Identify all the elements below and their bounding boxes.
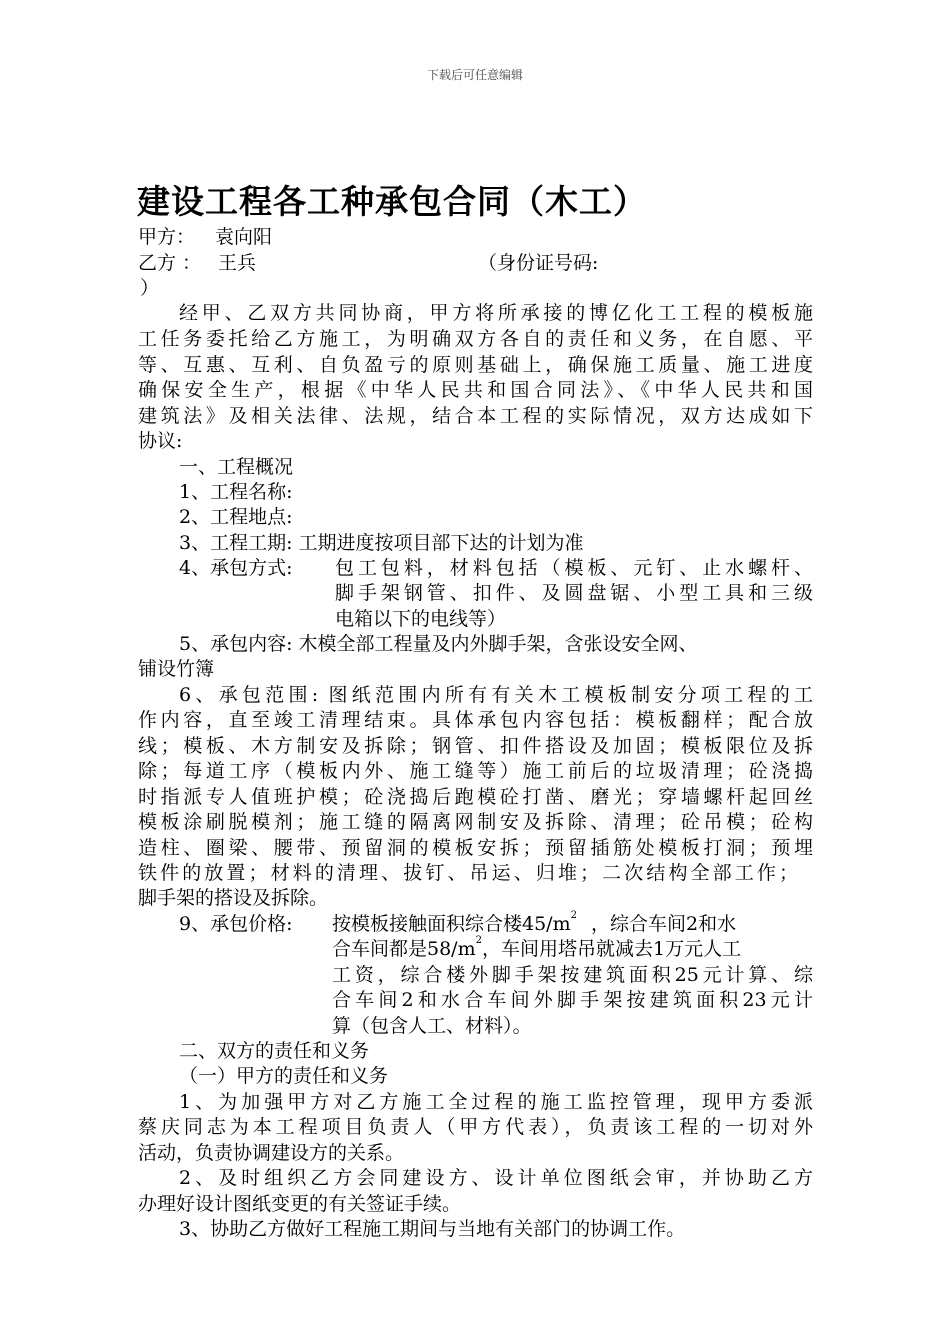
party-b-id-label: （身份证号码: xyxy=(478,252,599,274)
item-price-line: 算（包含人工、材料）。 xyxy=(332,1015,532,1037)
intro-line: 经甲、乙双方共同协商，甲方将所承接的博亿化工工程的模板施 xyxy=(179,302,813,324)
item-price-line: 合车间都是$58/m^2$，车间用塔吊就减去1万元人工 xyxy=(332,935,742,960)
party-b-label: 乙方 ： xyxy=(138,252,202,274)
item-scope-line: 脚手架的搭设及拆除。 xyxy=(138,887,329,909)
intro-line: 等、互惠、互利、自负盈亏的原则基础上，确保施工质量、施工进度 xyxy=(138,354,813,376)
contract-title: 建设工程各工种承包合同（木工） xyxy=(137,182,647,221)
item-contract-content: 5、承包内容: 木模全部工程量及内外脚手架，含张设安全网、 xyxy=(179,633,698,655)
item-contract-mode-label: 4、承包方式: xyxy=(179,557,293,579)
item-scope-line: 6、承包范围: 图纸范围内所有有关木工模板制安分项工程的工 xyxy=(179,684,813,706)
item-scope-line: 线；模板、木方制安及拆除；钢管、扣件搭设及加固；模板限位及拆 xyxy=(138,735,813,757)
intro-line: 协议: xyxy=(138,430,183,452)
duty-line: 1、为加强甲方对乙方施工全过程的施工监控管理，现甲方委派 xyxy=(179,1091,813,1113)
section-2-heading: 二、双方的责任和义务 xyxy=(179,1040,370,1062)
intro-line: 确保安全生产，根据《中华人民共和国合同法》、《中华人民共和国 xyxy=(138,379,813,401)
item-scope-line: 除；每道工序（模板内外、施工缝等）施工前后的垃圾清理；砼浇捣 xyxy=(138,760,813,782)
item-scope-line: 作内容，直至竣工清理结束。具体承包内容包括：模板翻样；配合放 xyxy=(138,709,813,731)
intro-line: 建筑法》及相关法律、法规，结合本工程的实际情况，双方达成如下 xyxy=(138,405,813,427)
subsection-heading: （一）甲方的责任和义务 xyxy=(179,1065,389,1087)
intro-line: 工任务委托给乙方施工，为明确双方各自的责任和义务，在自愿、平 xyxy=(138,328,813,350)
item-scope-line: 铁件的放置；材料的清理、拔钉、吊运、归堆；二次结构全部工作； xyxy=(138,862,798,884)
party-b-name: 王兵 xyxy=(218,252,257,274)
section-1-heading: 一、工程概况 xyxy=(179,456,294,478)
item-scope-line: 模板涂刷脱模剂；施工缝的隔离网制安及拆除、清理；砼吊模；砼构 xyxy=(138,811,813,833)
item-contract-content-cont: 铺设竹簿 xyxy=(138,658,215,680)
item-project-location: 2、工程地点: xyxy=(179,506,293,528)
item-project-name: 1、工程名称: xyxy=(179,481,293,503)
duty-line: 3、协助乙方做好工程施工期间与当地有关部门的协调工作。 xyxy=(179,1218,686,1240)
duty-line: 蔡庆同志为本工程项目负责人（甲方代表），负责该工程的一切对外 xyxy=(138,1116,813,1138)
party-a-label: 甲方： xyxy=(138,226,196,248)
duty-line: 2、及时组织乙方会同建设方、设计单位图纸会审，并协助乙方 xyxy=(179,1167,813,1189)
party-a-name: 袁向阳 xyxy=(215,226,273,248)
item-project-period: 3、工程工期: 工期进度按项目部下达的计划为准 xyxy=(179,532,584,554)
item-price-line: 合车间2和水合车间外脚手架按建筑面积23元计 xyxy=(332,989,813,1011)
duty-line: 办理好设计图纸变更的有关签证手续。 xyxy=(138,1193,462,1215)
item-price-line: 工资，综合楼外脚手架按建筑面积25元计算、综 xyxy=(332,964,813,986)
item-scope-line: 造柱、圈梁、腰带、预留洞的模板安拆；预留插筋处模板打洞；预埋 xyxy=(138,837,813,859)
party-b-id-close: ） xyxy=(140,277,160,299)
item-contract-mode-line: 包工包料，材料包括（模板、元钉、止水螺杆、 xyxy=(335,557,813,579)
item-price-line: 按模板接触面积综合楼$45/m^2$ ，综合车间2和水 xyxy=(332,910,737,935)
header-note: 下载后可任意编辑 xyxy=(426,68,523,82)
item-scope-line: 时指派专人值班护模；砼浇捣后跑模砼打凿、磨光；穿墙螺杆起回丝 xyxy=(138,786,813,808)
duty-line: 活动，负责协调建设方的关系。 xyxy=(138,1142,405,1164)
item-price-label: 9、承包价格: xyxy=(179,913,293,935)
item-contract-mode-line: 电箱以下的电线等） xyxy=(335,608,507,630)
item-contract-mode-line: 脚手架钢管、扣件、及圆盘锯、小型工具和三级 xyxy=(335,582,813,604)
